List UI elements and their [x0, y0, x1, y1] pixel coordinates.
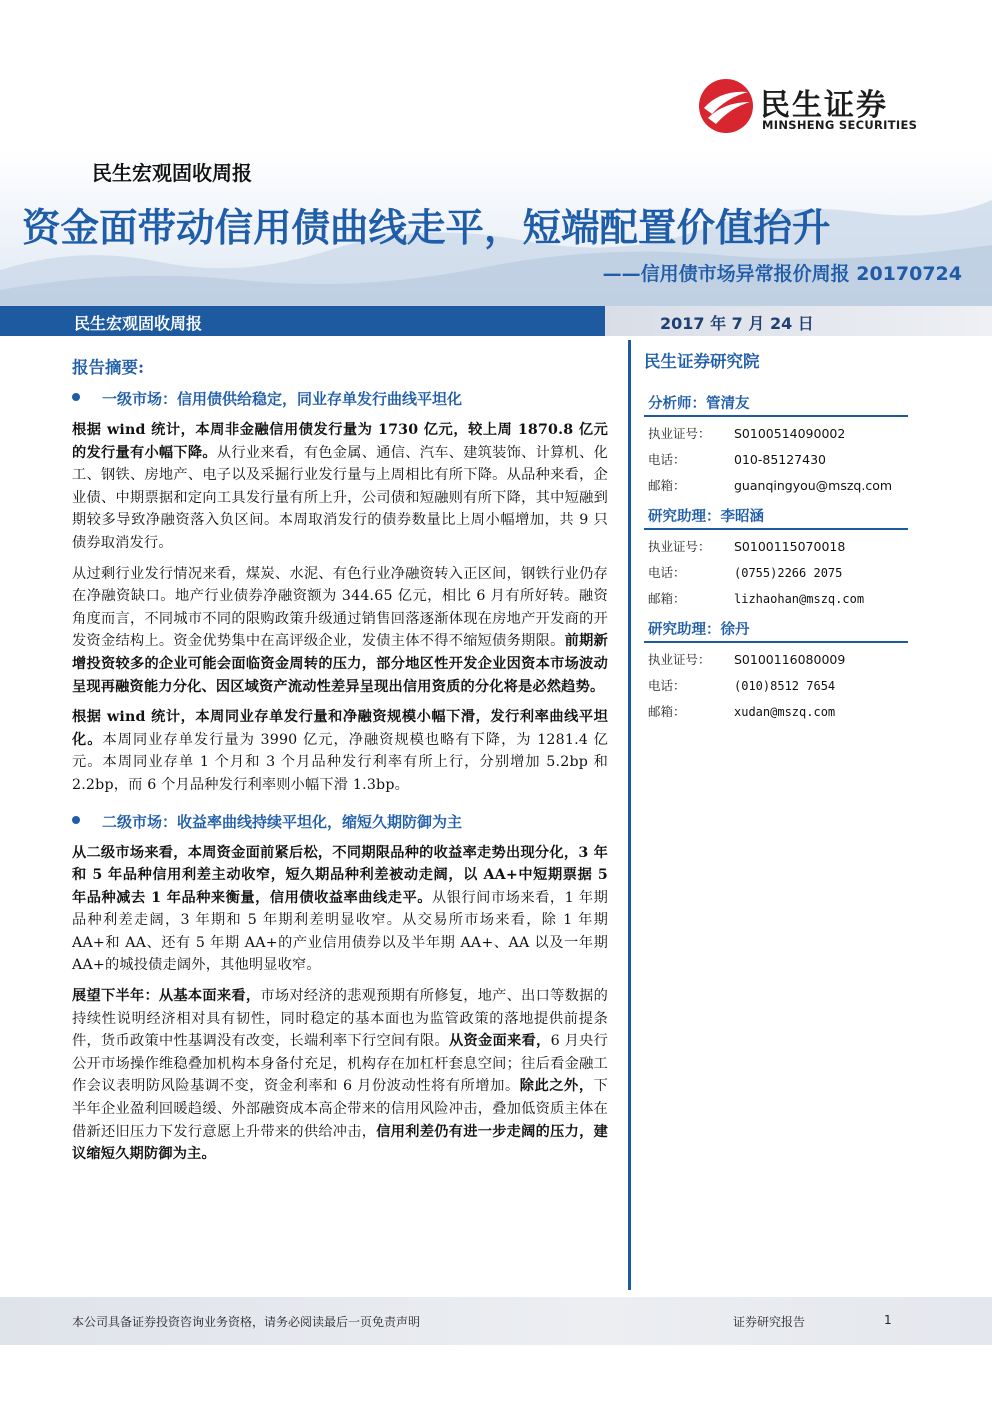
paragraph-5-bold-1: 展望下半年：从基本面来看， [72, 988, 261, 1005]
analyst-license-row: 执业证号： S0100514090002 [648, 426, 846, 441]
assistant-1-license-row: 执业证号： S0100115070018 [648, 539, 846, 554]
paragraph-5-text-2: 6 月央行公开市场操作维稳叠加机构本身备付充足，机构存在加杠杆套息空间；往后看金融工作会议表明防风险基调不变，资金利率和 6 月份波动性将有所增加。 [72, 1033, 609, 1095]
assistant-1-email-row: 邮箱： lizhaohan@mszq.com [644, 586, 908, 612]
section-bullet-primary: 一级市场：信用债供给稳定，同业存单发行曲线平坦化 [102, 388, 608, 409]
paragraph-5-bold-4: 信用利差仍有进一步走阔的压力，建议缩短久期防御为主。 [72, 1123, 609, 1163]
date-bar [605, 306, 992, 336]
report-series: 民生宏观固收周报 [92, 161, 252, 185]
section-bullet-secondary: 二级市场：收益率曲线持续平坦化，缩短久期防御为主 [102, 811, 608, 832]
paragraph-2-text: 从过剩行业发行情况来看，煤炭、水泥、有色行业净融资转入正区间，钢铁行业仍存在净融资缺口。地产行业债券净融资额为 344.65 亿元，相比 6 月有所好转。融资角度而言，不同城市不同的限购政策升级通过销售回落逐渐体现在房地产开发商的开发资金结构上。资金优势集中在高评级企业，发债主体不得不缩短债务期限。 [72, 565, 608, 650]
series-bar-label: 民生宏观固收周报 [74, 314, 203, 333]
report-date: 2017 年 7 月 24 日 [660, 314, 814, 333]
paragraph-3-bold: 根据 wind 统计，本周同业存单发行量和净融资规模小幅下滑，发行利率曲线平坦化。 [72, 709, 608, 748]
analyst-phone-row: 电话： 010-85127430 [648, 452, 826, 467]
paragraph-4 [72, 842, 608, 978]
column-divider [628, 340, 631, 1290]
paragraph-1-text: 从行业来看，有色金属、通信、汽车、建筑装饰、计算机、化工、钢铁、房地产、电子以及采掘行业发行量与上周相比有所下降。从品种来看，企业债、中期票据和定向工具发行量有所上升，公司债和短融则有所下降，其中短融到期较多导致净融资落入负区间。本周取消发行的债券数量比上周小幅增加，共 9 只债券取消发行。 [72, 444, 608, 551]
analyst-email-row: 邮箱： guanqingyou@mszq.com [644, 473, 908, 499]
assistant-2-email-link[interactable]: xudan@mszq.com [734, 705, 836, 719]
assistant-2-license-row: 执业证号： S0100116080009 [648, 652, 846, 667]
paragraph-5-text-1: 市场对经济的悲观预期有所修复，地产、出口等数据的持续性说明经济相对具有韧性，同时稳定的基本面也为监管政策的落地提供前提条件，货币政策中性基调没有改变，长端利率下行空间有限。 [72, 988, 608, 1050]
paragraph-5-bold-2: 从资金面来看， [449, 1033, 551, 1050]
page-footer [0, 1297, 992, 1345]
footer-doc-type: 证券研究报告 [733, 1315, 806, 1329]
paragraph-3-text: 本周同业存单发行量为 3990 亿元，净融资规模也略有下降，为 1281.4 亿元。本周同业存单 1 个月和 3 个月品种发行利率有所上行，分别增加 5.2bp 和 2.2bp，而 6 个月品种发行利率则小幅下滑 1.3bp。 [72, 731, 608, 793]
paragraph-4-bold: 从二级市场来看，本周资金面前紧后松，不同期限品种的收益率走势出现分化，3 年和 5 年品种信用利差主动收窄，短久期品种利差被动走阔，以 AA+中短期票据 5 年品种减去 1 年品种来衡量，信用债收益率曲线走平。 [72, 844, 608, 906]
series-bar [0, 306, 605, 336]
paragraph-1-bold: 根据 wind 统计，本周非金融信用债发行量为 1730 亿元，较上周 1870.8 亿元的发行量有小幅下降。 [72, 422, 608, 461]
analyst-email-link[interactable]: guanqingyou@mszq.com [734, 478, 893, 493]
report-title: 资金面带动信用债曲线走平，短端配置价值抬升 [22, 206, 831, 251]
footer-disclaimer: 本公司具备证券投资咨询业务资格，请务必阅读最后一页免责声明 [72, 1315, 421, 1329]
paragraph-5 [72, 985, 608, 1166]
abstract-heading: 报告摘要: [72, 358, 145, 377]
assistant-2-block [644, 616, 908, 725]
assistant-1-phone-row: 电话： (0755)2266 2075 [648, 565, 843, 580]
brand-name-cn: 民生证券 [760, 88, 888, 123]
assistant-1-name: 研究助理：李昭涵 [644, 503, 908, 530]
institute-name: 民生证券研究院 [644, 352, 760, 371]
assistant-1-block [644, 503, 908, 612]
paragraph-3 [72, 706, 608, 796]
paragraph-5-text-3: 下半年企业盈利回暖趋缓、外部融资成本高企带来的信用风险冲击，叠加低资质主体在借新还旧压力下发行意愿上升带来的供给冲击， [72, 1078, 608, 1140]
report-subtitle: ——信用债市场异常报价周报 20170724 [602, 263, 962, 285]
brand-name-en: MINSHENG SECURITIES [762, 118, 918, 132]
paragraph-2-bold: 前期新增投资较多的企业可能会面临资金周转的压力，部分地区性开发企业因资本市场波动呈现再融资能力分化、因区域资产流动性差异呈现出信用资质的分化将是必然趋势。 [72, 633, 608, 695]
assistant-2-name: 研究助理：徐丹 [644, 616, 908, 643]
paragraph-1 [72, 419, 608, 555]
paragraph-2 [72, 563, 608, 699]
assistant-2-email-row: 邮箱： xudan@mszq.com [644, 699, 908, 725]
analyst-name: 分析师：管清友 [644, 390, 908, 417]
paragraph-5-bold-3: 除此之外， [519, 1078, 594, 1095]
assistant-1-email-link[interactable]: lizhaohan@mszq.com [734, 592, 865, 606]
paragraph-4-text: 从银行间市场来看，1 年期品种利差走阔，3 年期和 5 年期利差明显收窄。从交易所市场来看，除 1 年期 AA+和 AA、还有 5 年期 AA+的产业信用债券以及半年期 AA+、AA 以及一年期 AA+的城投债走阔外，其他明显收窄。 [72, 889, 608, 974]
analyst-sidebar [644, 348, 908, 729]
abstract-section [72, 350, 608, 1174]
assistant-2-phone-row: 电话： (010)8512 7654 [648, 678, 836, 693]
analyst-block [644, 390, 908, 499]
page-number: 1 [884, 1313, 892, 1327]
